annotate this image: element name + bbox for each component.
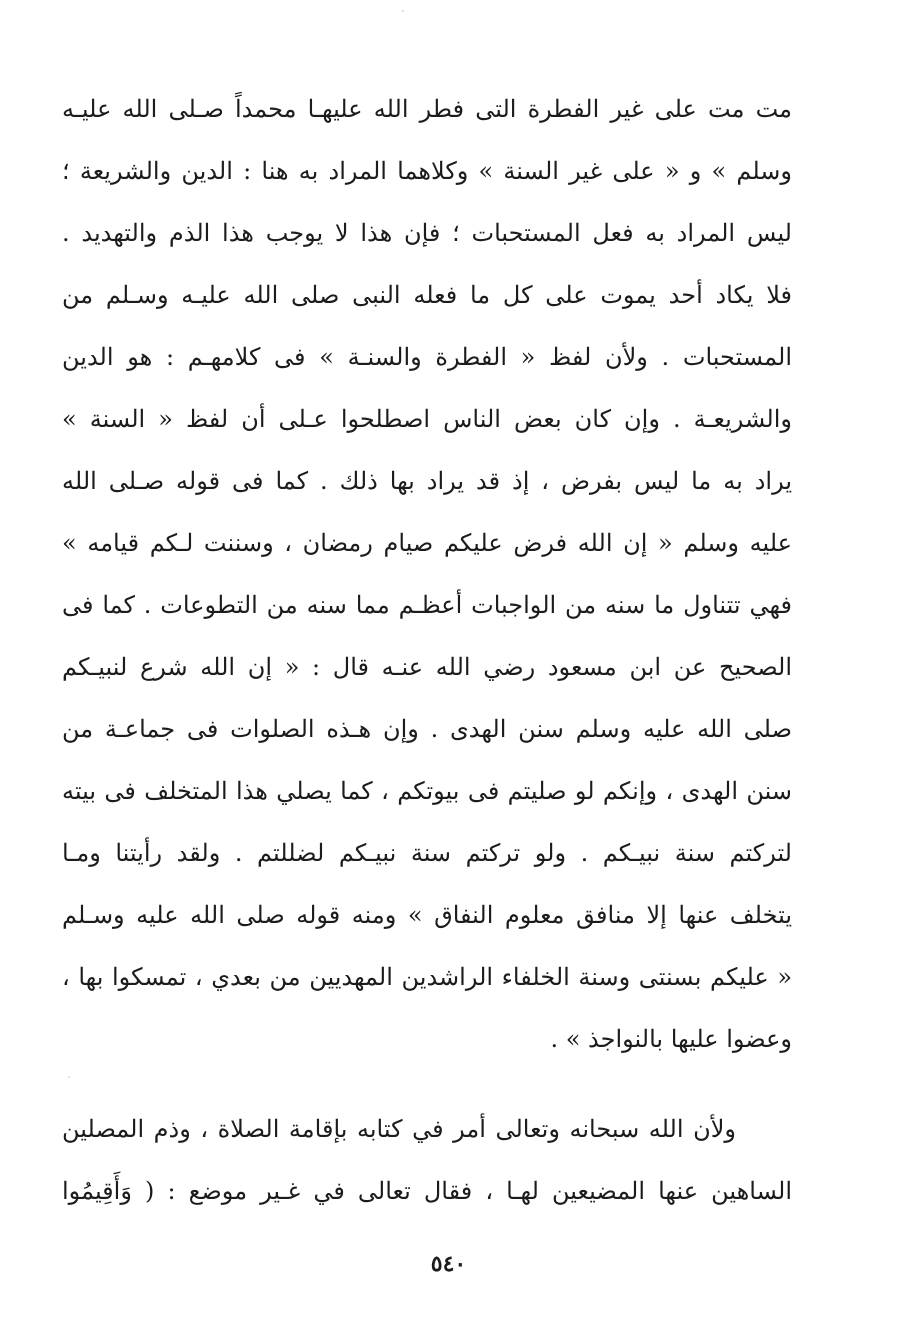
text-line-indented: ولأن الله سبحانه وتعالى أمر في كتابه بإقامة الصلاة ، وذم المصلين (62, 1115, 736, 1143)
text-line: « عليكم بسنتى وسنة الخلفاء الراشدين المهديين من بعدي ، تمسكوا بها ، (62, 963, 792, 991)
paragraph-1 (62, 78, 792, 1070)
text-line: الساهين عنها المضيعين لهـا ، فقال تعالى في غـير موضع : ( وَأَقِيمُوا (62, 1177, 792, 1205)
scan-speck (68, 1076, 70, 1078)
text-line: لتركتم سنة نبيـكم . ولو تركتم سنة نبيـكم لضللتم . ولقد رأيتنا ومـا (62, 839, 792, 867)
text-line: فهي تتناول ما سنه من الواجبات أعظـم مما سنه من التطوعات . كما فى (62, 591, 792, 619)
text-line: وسلم » و « على غير السنة » وكلاهما المراد به هنا : الدين والشريعة ؛ (62, 157, 792, 185)
page-number: ٥٤٠ (430, 1251, 467, 1277)
text-line-last: وعضوا عليها بالنواجذ » . (550, 1025, 792, 1053)
paragraph-2 (62, 1098, 792, 1222)
text-line: فلا يكاد أحد يموت على كل ما فعله النبى صلى الله عليـه وسـلم من (62, 281, 792, 309)
text-line: الصحيح عن ابن مسعود رضي الله عنـه قال : « إن الله شرع لنبيـكم (62, 653, 792, 681)
text-line: عليه وسلم « إن الله فرض عليكم صيام رمضان ، وسننت لـكم قيامه » (62, 529, 792, 557)
text-line: ليس المراد به فعل المستحبات ؛ فإن هذا لا يوجب هذا الذم والتهديد . (62, 219, 792, 247)
text-line: سنن الهدى ، وإنكم لو صليتم فى بيوتكم ، كما يصلي هذا المتخلف فى بيته (62, 777, 792, 805)
text-line: يراد به ما ليس بفرض ، إذ قد يراد بها ذلك . كما فى قوله صـلى الله (62, 467, 792, 495)
text-line: يتخلف عنها إلا منافق معلوم النفاق » ومنه قوله صلى الله عليه وسـلم (62, 901, 792, 929)
text-line: مت مت على غير الفطرة التى فطر الله عليهـا محمداً صـلى الله عليـه (62, 95, 792, 123)
text-line: صلى الله عليه وسلم سنن الهدى . وإن هـذه الصلوات فى جماعـة من (62, 715, 792, 743)
text-line: والشريعـة . وإن كان بعض الناس اصطلحوا عـلى أن لفظ « السنة » (62, 405, 792, 433)
scan-speck (402, 10, 404, 12)
text-line: المستحبات . ولأن لفظ « الفطرة والسنـة » فى كلامهـم : هو الدين (62, 343, 792, 371)
